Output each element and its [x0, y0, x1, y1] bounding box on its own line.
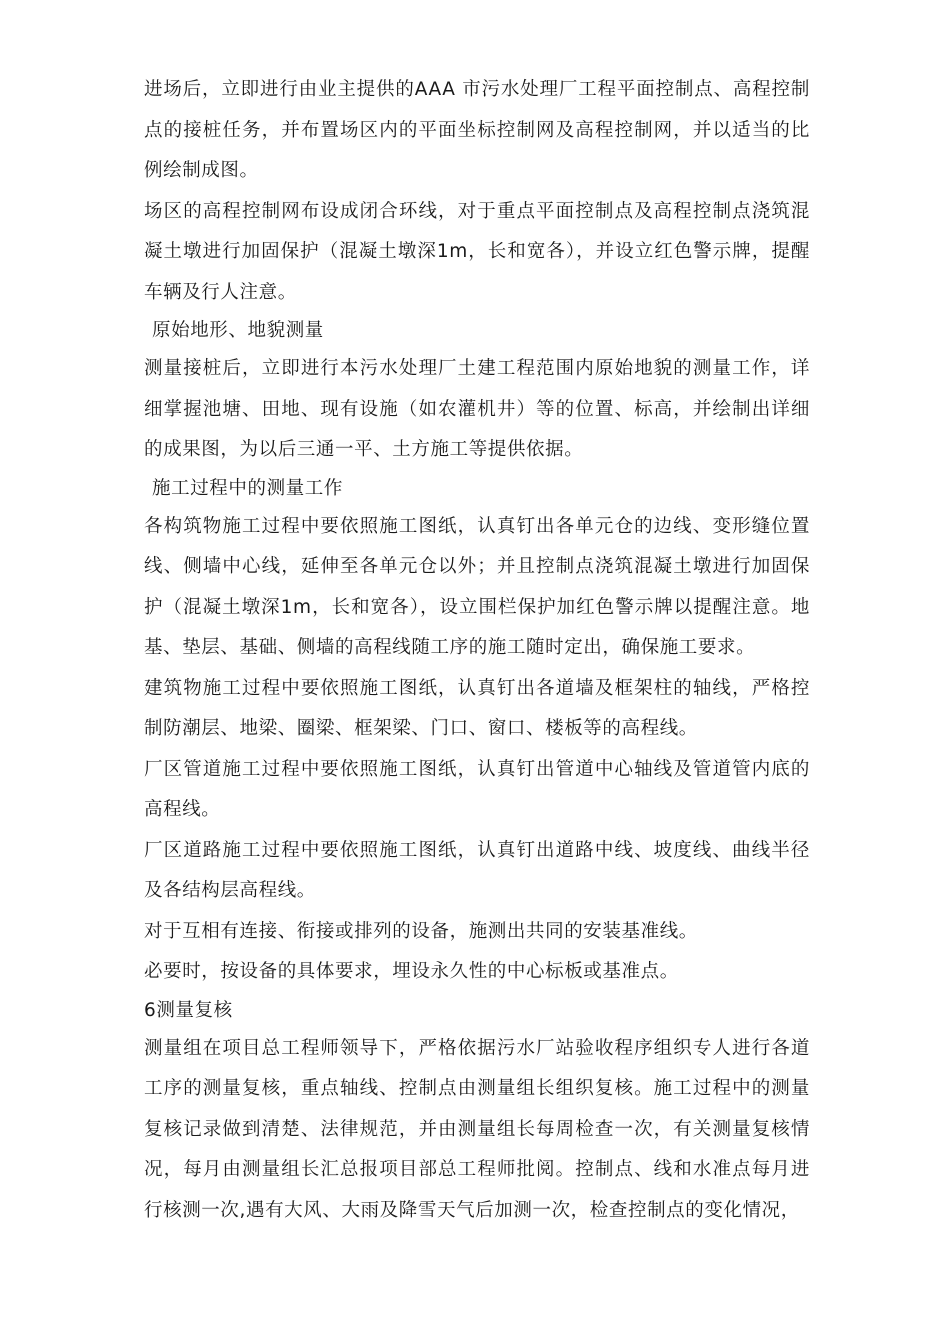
paragraph-center-markers: 必要时，按设备的具体要求，埋设永久性的中心标板或基准点。 [144, 961, 679, 982]
paragraph-survey-review: 测量组在项目总工程师领导下，严格依据污水厂站验收程序组织专人进行各道工序的测量复核，重点轴线、控制点由测量组长组织复核。施工过程中的测量复核记录做到清楚、法律规范，并由测量组长每周检查一次，有关测量复核情况，每月由测量组长汇总报项目部总工程师批阅。控制点、线和水准点每月进行核测一次,遇有大风、大雨及降雪天气后加测一次，检查控制点的变化情况， [144, 1037, 810, 1221]
section-heading-survey-review: 6测量复核 [144, 999, 233, 1021]
paragraph-road-survey: 厂区道路施工过程中要依照施工图纸，认真钉出道路中线、坡度线、曲线半径及各结构层高程线。 [144, 839, 810, 901]
paragraph-building-survey: 建筑物施工过程中要依照施工图纸，认真钉出各道墙及框架柱的轴线，严格控制防潮层、地梁、圈梁、框架梁、门口、窗口、楼板等的高程线。 [144, 677, 810, 739]
section-heading-original-terrain: 原始地形、地貌测量 [152, 320, 324, 341]
paragraph-terrain-survey: 测量接桩后，立即进行本污水处理厂土建工程范围内原始地貌的测量工作，详细掌握池塘、田地、现有设施（如农灌机井）等的位置、标高，并绘制出详细的成果图，为以后三通一平、土方施工等提供依据。 [144, 358, 810, 460]
paragraph-pipeline-survey: 厂区管道施工过程中要依照施工图纸，认真钉出管道中心轴线及管道管内底的高程线。 [144, 758, 810, 820]
document-body [144, 70, 810, 1231]
paragraph-equipment-baseline: 对于互相有连接、衔接或排列的设备，施测出共同的安装基准线。 [144, 920, 698, 942]
paragraph-structure-survey: 各构筑物施工过程中要依照施工图纸，认真钉出各单元仓的边线、变形缝位置线、侧墙中心线，延伸至各单元仓以外；并且控制点浇筑混凝土墩进行加固保护（混凝土墩深1m，长和宽各），设立围栏保护加红色警示牌以提醒注意。地基、垫层、基础、侧墙的高程线随工序的施工随时定出，确保施工要求。 [144, 515, 810, 658]
paragraph-survey-handover: 进场后，立即进行由业主提供的AAA 市污水处理厂工程平面控制点、高程控制点的接桩任务，并布置场区内的平面坐标控制网及高程控制网，并以适当的比例绘制成图。 [144, 79, 810, 181]
section-heading-construction-survey: 施工过程中的测量工作 [152, 477, 344, 499]
paragraph-elevation-network: 场区的高程控制网布设成闭合环线，对于重点平面控制点及高程控制点浇筑混凝土墩进行加固保护（混凝土墩深1m，长和宽各），并设立红色警示牌，提醒车辆及行人注意。 [144, 200, 810, 303]
